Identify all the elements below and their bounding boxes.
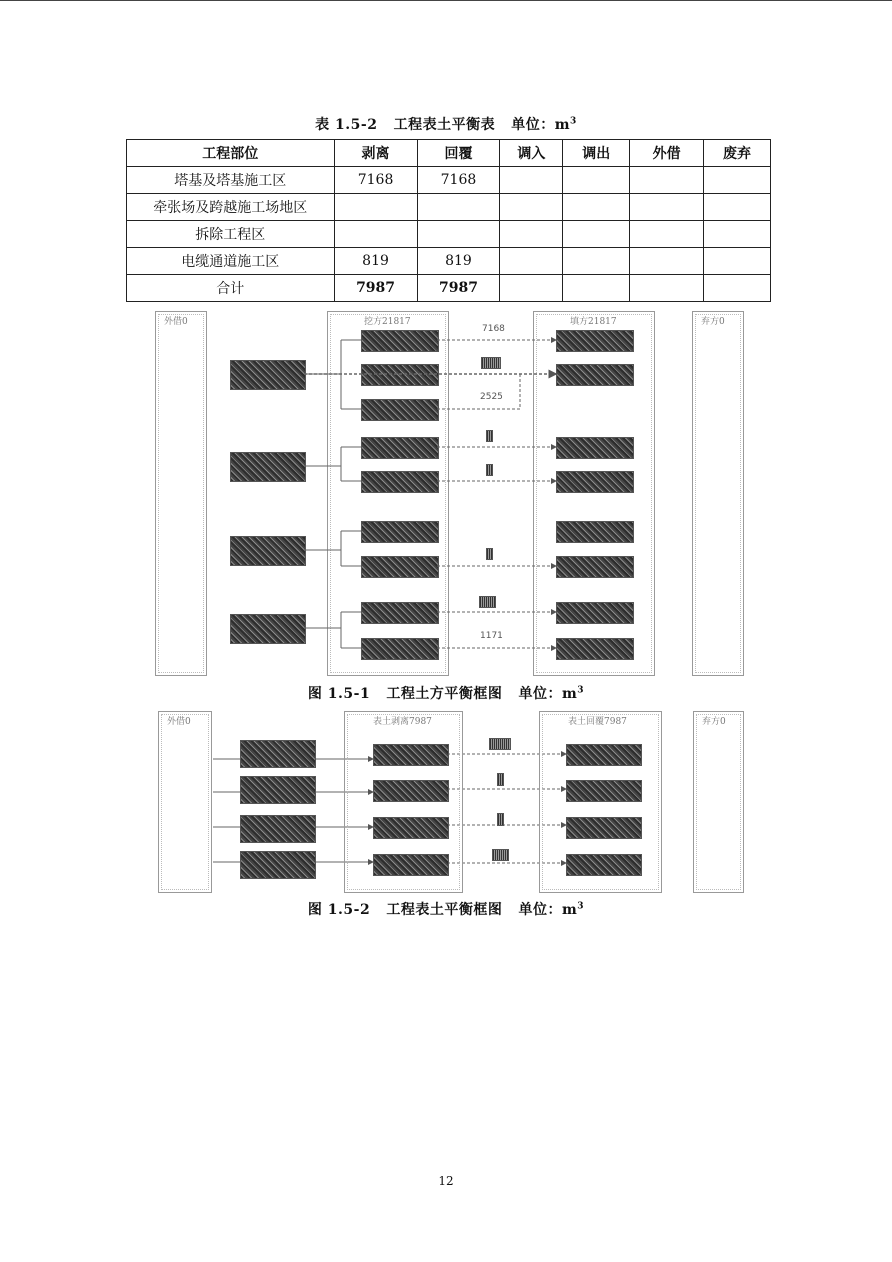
- flow-value-mark: [497, 813, 504, 826]
- cell-part: 电缆通道施工区: [127, 248, 335, 275]
- table-caption-prefix: 表 1.5-2: [315, 117, 378, 133]
- frame-borrow-title: 外借0: [167, 717, 191, 727]
- source-box: [240, 740, 316, 768]
- cover-box: [566, 744, 642, 766]
- table-caption-unit: m: [554, 117, 571, 133]
- table-caption-title: 工程表土平衡表: [393, 117, 496, 133]
- frame-borrow-title: 外借0: [164, 317, 188, 327]
- cell-part: 牵张场及跨越施工场地区: [127, 194, 335, 221]
- cover-box: [566, 780, 642, 802]
- cell-cover: 7987: [417, 275, 500, 302]
- strip-box: [373, 744, 449, 766]
- figure1-caption-unit-label: 单位：: [518, 686, 562, 702]
- cell-strip: 819: [334, 248, 417, 275]
- col-header-part: 工程部位: [127, 140, 335, 167]
- col-header-out: 调出: [563, 140, 630, 167]
- frame-waste-title: 弃方0: [702, 717, 726, 727]
- frame-topsoil-strip-title: 表土剥离7987: [373, 717, 432, 727]
- figure2-caption-title: 工程表土平衡框图: [386, 902, 503, 918]
- col-header-waste: 废弃: [704, 140, 771, 167]
- strip-box: [373, 817, 449, 839]
- flow-value-mark: [489, 738, 511, 750]
- strip-box: [373, 854, 449, 876]
- cell-part: 塔基及塔基施工区: [127, 167, 335, 194]
- col-header-in: 调入: [500, 140, 563, 167]
- figure2-caption: [0, 899, 892, 919]
- flow-value-mark: [492, 849, 509, 861]
- figure1-caption-unit-sup: 3: [577, 685, 585, 696]
- figure2-caption-unit: m: [561, 902, 578, 918]
- strip-box: [373, 780, 449, 802]
- col-header-cover: 回覆: [417, 140, 500, 167]
- source-box: [240, 776, 316, 804]
- cover-box: [566, 817, 642, 839]
- page-number: 12: [438, 1174, 454, 1188]
- figure2-caption-prefix: 图 1.5-2: [307, 902, 371, 918]
- cell-cover: 819: [417, 248, 500, 275]
- cell-strip: 7168: [334, 167, 417, 194]
- col-header-strip: 剥离: [334, 140, 417, 167]
- table-caption-unit-label: 单位：: [511, 117, 555, 133]
- flow-label: 1171: [480, 631, 503, 641]
- figure1-caption: [0, 683, 892, 703]
- figure1-caption-prefix: 图 1.5-1: [307, 686, 371, 702]
- source-box: [240, 851, 316, 879]
- figure1-caption-unit: m: [561, 686, 578, 702]
- frame-waste: [693, 711, 744, 893]
- cell-strip: 7987: [334, 275, 417, 302]
- cell-part: 合计: [127, 275, 335, 302]
- frame-waste-title: 弃方0: [701, 317, 725, 327]
- figure2-caption-unit-label: 单位：: [518, 902, 562, 918]
- flow-label: 7168: [482, 324, 505, 334]
- figure1-caption-title: 工程土方平衡框图: [386, 686, 503, 702]
- source-box: [240, 815, 316, 843]
- frame-topsoil-cover-title: 表土回覆7987: [568, 717, 627, 727]
- col-header-borrow: 外借: [630, 140, 704, 167]
- cover-box: [566, 854, 642, 876]
- frame-borrow: [158, 711, 212, 893]
- table-caption-unit-sup: 3: [570, 116, 577, 127]
- frame-fill-title: 填方21817: [570, 317, 617, 327]
- frame-excavation-title: 挖方21817: [364, 317, 411, 327]
- cell-cover: 7168: [417, 167, 500, 194]
- flow-value-mark: [497, 773, 504, 786]
- cell-part: 拆除工程区: [127, 221, 335, 248]
- figure2-caption-unit-sup: 3: [577, 901, 585, 912]
- flow-label: 2525: [480, 392, 503, 402]
